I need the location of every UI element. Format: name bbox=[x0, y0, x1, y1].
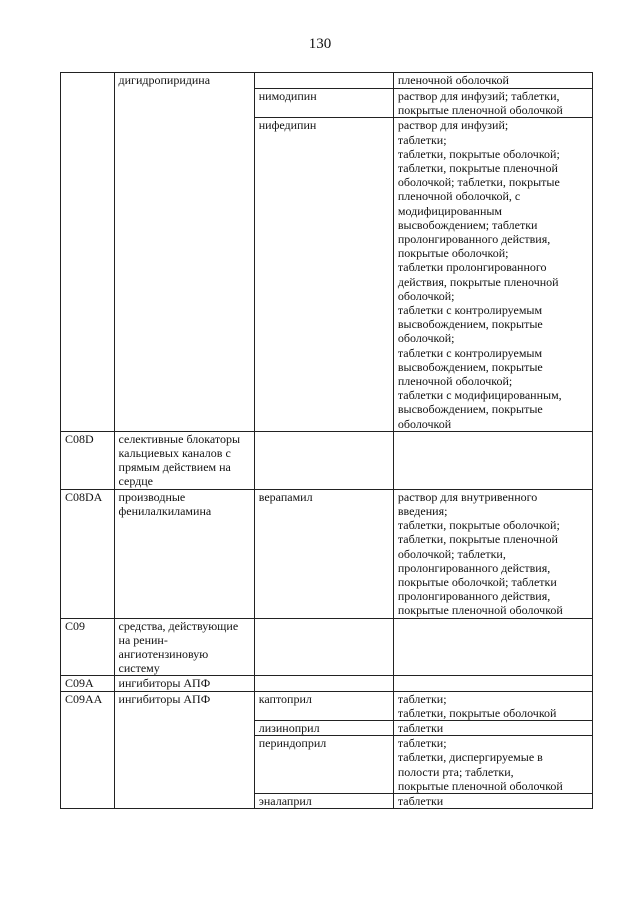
drug-cell: нимодипин bbox=[254, 89, 393, 118]
drug-cell: каптоприл bbox=[254, 691, 393, 720]
form-cell bbox=[393, 431, 592, 489]
form-cell: таблетки bbox=[393, 793, 592, 808]
drug-cell: верапамил bbox=[254, 489, 393, 618]
code-cell: C09AA bbox=[61, 691, 115, 809]
table-row bbox=[61, 618, 593, 676]
form-cell: раствор для внутривенного введения; таблетки, покрытые оболочкой; таблетки, покрытые пленочной оболочкой; таблетки, пролонгированного действия, покрытые оболочкой; таблетки пролонгированного действия, покрытые пленочной оболочкой bbox=[393, 489, 592, 618]
form-cell: раствор для инфузий; таблетки, покрытые пленочной оболочкой bbox=[393, 89, 592, 118]
table-row bbox=[61, 73, 593, 89]
group-cell: ингибиторы АПФ bbox=[114, 691, 254, 809]
drug-cell bbox=[254, 618, 393, 676]
drug-cell: периндоприл bbox=[254, 736, 393, 794]
table-row bbox=[61, 431, 593, 489]
drug-cell: лизиноприл bbox=[254, 720, 393, 735]
drug-cell: нифедипин bbox=[254, 118, 393, 431]
form-cell: таблетки; таблетки, диспергируемые в полости рта; таблетки, покрытые пленочной оболочкой bbox=[393, 736, 592, 794]
drug-cell: эналаприл bbox=[254, 793, 393, 808]
code-cell: C08D bbox=[61, 431, 115, 489]
group-cell: дигидропиридина bbox=[114, 73, 254, 432]
form-cell: раствор для инфузий; таблетки; таблетки, покрытые оболочкой; таблетки, покрытые пленочной оболочкой; таблетки, покрытые пленочной оболочкой, с модифицированным высвобождением; таблетки пролонгированного действия, покрытые оболочкой; таблетки пролонгированного действия, покрытые пленочной оболочкой; таблетки с контролируемым высвобождением, покрытые оболочкой; таблетки с контролируемым высвобождением, покрытые пленочной оболочкой; таблетки с модифицированным, высвобождением, покрытые оболочкой bbox=[393, 118, 592, 431]
code-cell: C09 bbox=[61, 618, 115, 676]
form-cell bbox=[393, 676, 592, 691]
code-cell bbox=[61, 73, 115, 432]
group-cell: селективные блокаторы кальциевых каналов с прямым действием на сердце bbox=[114, 431, 254, 489]
code-cell: C09A bbox=[61, 676, 115, 691]
group-cell: средства, действующие на ренин- ангиотензиновую систему bbox=[114, 618, 254, 676]
drug-cell bbox=[254, 431, 393, 489]
group-cell: ингибиторы АПФ bbox=[114, 676, 254, 691]
group-cell: производные фенилалкиламина bbox=[114, 489, 254, 618]
form-cell: пленочной оболочкой bbox=[393, 73, 592, 89]
drug-cell bbox=[254, 73, 393, 89]
form-cell bbox=[393, 618, 592, 676]
table-row bbox=[61, 676, 593, 691]
page-number: 130 bbox=[308, 36, 332, 52]
table-row bbox=[61, 489, 593, 618]
table-row bbox=[61, 691, 593, 720]
drug-cell bbox=[254, 676, 393, 691]
code-cell: C08DA bbox=[61, 489, 115, 618]
form-cell: таблетки; таблетки, покрытые оболочкой bbox=[393, 691, 592, 720]
medication-table bbox=[60, 72, 593, 809]
form-cell: таблетки bbox=[393, 720, 592, 735]
